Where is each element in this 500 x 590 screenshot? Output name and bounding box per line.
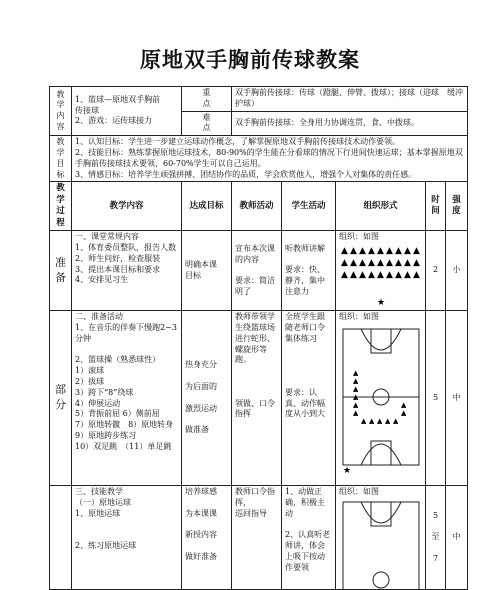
student-triangle-icon: ▲ bbox=[350, 258, 357, 269]
skill-time: 5 至 7 bbox=[426, 486, 446, 590]
skill-content: 三、技能教学 （一）原地运球 1、原地运球 2、练习原地运球 bbox=[72, 486, 182, 590]
student-triangle-icon: ▲ bbox=[386, 258, 393, 269]
key-point-text: 双手胸前传接球：传球（蹬腿、伸臂、拨球）；接球（迎球 缓冲护球） bbox=[232, 87, 468, 112]
triangle-rows bbox=[341, 246, 420, 280]
student-triangle-icon: ▲ bbox=[404, 258, 411, 269]
runner-triangle-icon: ▲ bbox=[401, 409, 407, 418]
student-triangle-icon: ▲ bbox=[368, 270, 375, 281]
student-triangle-icon: ▲ bbox=[341, 258, 348, 269]
prep-student: 听教师讲解 要求：快、静齐，集中注意力 bbox=[282, 231, 336, 311]
skill-form-label: 组织：如图 bbox=[339, 487, 379, 497]
skill-student: 1、动做正确，积极主动 2、认真听老师讲，体会上吸下按动作要领 bbox=[282, 486, 336, 590]
skill-key bbox=[371, 502, 391, 526]
three-point-arc-top bbox=[361, 329, 401, 350]
part-teacher: 教师带领学生绕篮球场进行蛇形、螺旋形等跑。 领做、口令指挥 bbox=[232, 311, 282, 486]
student-triangle-icon: ▲ bbox=[413, 258, 420, 269]
student-triangle-icon: ▲ bbox=[359, 246, 366, 257]
key-top bbox=[371, 329, 391, 353]
three-point-arc-bottom bbox=[361, 444, 401, 465]
part-form-label: 组织：如图 bbox=[339, 312, 379, 322]
basketball-court-diagram bbox=[339, 323, 423, 477]
skill-goal: 培养球感 为本课课 新授内容 做好准备 bbox=[182, 486, 232, 590]
student-triangle-icon: ▲ bbox=[404, 270, 411, 281]
page-title: 原地双手胸前传球教案 bbox=[140, 47, 360, 72]
column-student: 学生活动 bbox=[282, 182, 336, 231]
stage-prep: 准 备 bbox=[50, 231, 72, 311]
student-triangle-icon: ▲ bbox=[413, 246, 420, 257]
student-triangle-icon: ▲ bbox=[386, 246, 393, 257]
student-triangle-icon: ▲ bbox=[395, 270, 402, 281]
part-content: 二、准备活动 1、在音乐的伴奏下慢跑2~3分钟 2、篮球操（熟悉球性） 1）滚球 2）拔球 3）跨下“8”绕球 4）伸展运动 5）背振前屈 6）侧前屈 7）原地转髋 8）原地转身 9）原地跨步练习 10）双足跳 （11）单足跳 bbox=[72, 311, 182, 486]
column-content: 教学内容 bbox=[72, 182, 182, 231]
column-time: 时 间 bbox=[426, 182, 446, 231]
difficult-point-label: 难 点 bbox=[182, 111, 232, 136]
student-triangle-icon: ▲ bbox=[386, 270, 393, 281]
triangle-formation-diagram bbox=[339, 243, 423, 309]
prep-form-label: 组织：如图 bbox=[339, 232, 379, 242]
student-triangle-icon: ▲ bbox=[395, 246, 402, 257]
content-label: 教学 内容 bbox=[50, 87, 72, 136]
student-triangle-icon: ▲ bbox=[359, 258, 366, 269]
teacher-star-icon: ★ bbox=[377, 298, 386, 309]
student-triangle-icon: ▲ bbox=[341, 270, 348, 281]
skill-teacher: 教师口令指挥， 巡回指导 bbox=[232, 486, 282, 590]
goals-label: 教 学 目 标 bbox=[50, 136, 72, 182]
student-triangle-icon: ▲ bbox=[377, 246, 384, 257]
prep-time: 2 bbox=[426, 231, 446, 311]
prep-teacher: 宣布本次课的内容 要求：简洁明了 bbox=[232, 231, 282, 311]
runner-triangle-icon: ▲ bbox=[401, 401, 407, 410]
student-triangle-icon: ▲ bbox=[413, 270, 420, 281]
column-goal: 达成目标 bbox=[182, 182, 232, 231]
skill-formation bbox=[336, 486, 426, 590]
student-triangle-icon: ▲ bbox=[368, 246, 375, 257]
runner-triangle-icon: ▲ bbox=[353, 409, 359, 418]
student-triangle-icon: ▲ bbox=[404, 246, 411, 257]
key-bottom bbox=[371, 441, 391, 465]
runner-triangle-icon: ▲ bbox=[353, 385, 359, 394]
prep-formation bbox=[336, 231, 426, 311]
prep-content: 一、课堂常规内容 1、体育委员整队，报告人数 2、师生问好，检查服装 3、提出本课目标和要求 4、安排见习生 bbox=[72, 231, 182, 311]
student-triangle-icon: ▲ bbox=[368, 258, 375, 269]
goals-text: 1、认知目标：学生进一步建立运球动作概念，了解掌握原地双手胸前传接球技术动作要领。 2、技能目标：熟练掌握原地运球技术，80-90%的学生能在分看球的情况下行进间快速运球；基本掌握原地双手胸前传接球技术要领，60-70%学生可以自己运用。 3、情感目标：培养学生顽强拼搏、团结协作的品质，学会欣赏他人，增强个人对集体的责任感。 bbox=[72, 136, 468, 182]
part-intensity: 中 bbox=[446, 311, 468, 486]
part-formation bbox=[336, 311, 426, 486]
runner-triangle-icon: ▲ bbox=[369, 417, 375, 426]
part-time: 5 bbox=[426, 311, 446, 486]
teacher-star-icon-2: ★ bbox=[343, 466, 352, 477]
student-triangle-icon: ▲ bbox=[350, 246, 357, 257]
student-triangle-icon: ▲ bbox=[377, 270, 384, 281]
column-form: 组织形式 bbox=[336, 182, 426, 231]
column-intensity: 强 度 bbox=[446, 182, 468, 231]
skill-intensity: 中 bbox=[446, 486, 468, 590]
prep-goal: 明确本课 目标 bbox=[182, 231, 232, 311]
student-triangle-icon: ▲ bbox=[377, 258, 384, 269]
student-triangle-icon: ▲ bbox=[350, 270, 357, 281]
key-point-label: 重 点 bbox=[182, 87, 232, 112]
student-triangle-icon: ▲ bbox=[395, 258, 402, 269]
prep-intensity: 小 bbox=[446, 231, 468, 311]
column-teacher: 教师活动 bbox=[232, 182, 282, 231]
skill-center-circle bbox=[373, 572, 389, 588]
runner-triangle-icon: ▲ bbox=[361, 417, 367, 426]
content-items: 1、篮球—原地双手胸前 传接球 2、游戏：运传球接力 bbox=[72, 87, 182, 136]
runner-triangle-icon: ▲ bbox=[377, 417, 383, 426]
runner-triangle-icon: ▲ bbox=[353, 369, 359, 378]
student-triangle-icon: ▲ bbox=[359, 270, 366, 281]
runner-triangle-icon: ▲ bbox=[353, 401, 359, 410]
runner-triangle-icon: ▲ bbox=[385, 417, 391, 426]
part-goal: 热身充分 为后面的 激烈运动 做准备 bbox=[182, 311, 232, 486]
student-triangle-icon: ▲ bbox=[341, 246, 348, 257]
runner-triangle-icon: ▲ bbox=[353, 393, 359, 402]
stage-skill bbox=[50, 486, 72, 590]
column-process: 教 学 过 程 bbox=[50, 182, 72, 231]
runner-triangle-icon: ▲ bbox=[353, 377, 359, 386]
skill-court-diagram bbox=[339, 498, 423, 588]
stage-part: 部 分 bbox=[50, 311, 72, 486]
part-student: 全班学生跟随老师口令集体练习 要求：认真、动作幅度从小到大 bbox=[282, 311, 336, 486]
difficult-point-text: 双手胸前传接球：全身用力协调连贯，食、中拨球。 bbox=[232, 111, 468, 136]
runner-triangle-icon: ▲ bbox=[393, 417, 399, 426]
lesson-plan-table bbox=[49, 86, 468, 590]
skill-court-outline bbox=[343, 502, 419, 590]
skill-arc bbox=[361, 502, 401, 523]
